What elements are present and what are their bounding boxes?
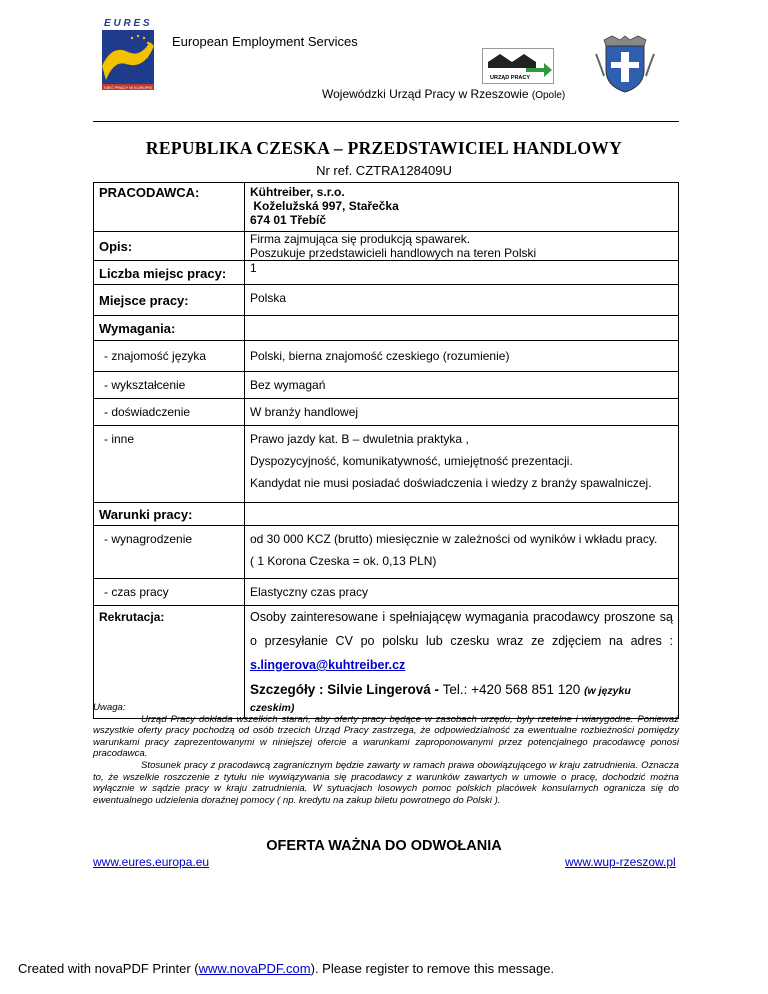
wup-name: Wojewódzki Urząd Pracy w Rzeszowie (Opole) (322, 87, 566, 101)
language-value: Polski, bierna znajomość czeskiego (rozumienie) (245, 341, 679, 372)
note-paragraph-2: Stosunek pracy z pracodawcą zagranicznym będzie zawarty w ramach prawa obowiązującego w kraju zatrudnienia. Oznacza to, że wszelkie roszczenie z tytułu nie wywiązywania się pracodawcy z warunków zawartych w umowie o pracę, dochodzić można wyłącznie w sądzie pracy w kraju zatrudnienia. W sytuacjach losowych pomoc polskich placówek konsularnych ogranicza się do ewentualnego udzielenia doraźnej pomocy ( np. kredytu na zakup biletu powrotnego do Polski ). (93, 759, 679, 806)
novapdf-link[interactable]: www.novaPDF.com (198, 961, 311, 976)
wup-website-link[interactable]: www.wup-rzeszow.pl (565, 855, 676, 869)
note-heading: Uwaga: (93, 702, 126, 713)
org-name: European Employment Services (172, 34, 358, 49)
description-value: Firma zajmująca się produkcją spawarek. Poszukuje przedstawicieli handlowych na teren Polski (245, 232, 679, 261)
education-value: Bez wymagań (245, 372, 679, 399)
svg-text:SIEĆ PRACY W EUROPIE: SIEĆ PRACY W EUROPIE (104, 85, 153, 90)
offer-table (93, 182, 679, 719)
other-value: Prawo jazdy kat. B – dwuletnia praktyka , Dyspozycyjność, komunikatywność, umiejętność prezentacji. Kandydat nie musi posiadać doświadczenia i wiedzy z branży spawalniczej. (245, 426, 679, 503)
job-count-value: 1 (245, 261, 679, 285)
employer-value: Kühtreiber, s.r.o. Koželužská 997, Stařečka 674 01 Třebíč (245, 183, 679, 232)
education-label: - wykształcenie (94, 372, 245, 399)
requirements-label: Wymagania: (94, 316, 245, 341)
eures-website-link[interactable]: www.eures.europa.eu (93, 855, 210, 869)
note-paragraph-1: Urząd Pracy dokłada wszelkich starań, aby oferty pracy będące w zasobach urzędu, były rzetelne i wiarygodne. Ponieważ wszystkie oferty pracy pochodzą od osób trzecich Urząd Pracy zastrzega, że odpowiedzialność za ewentualne rozbieżności pomiędzy warunkami pracy zaprezentowanymi w niniejszej ofercie a warunkami zaproponowanymi przez potencjalnego pracodawcę ponosi pracodawca. (93, 713, 679, 760)
work-time-value: Elastyczny czas pracy (245, 579, 679, 606)
recruitment-email-link[interactable]: s.lingerova@kuhtreiber.cz (250, 658, 406, 672)
offer-validity: OFERTA WAŻNA DO ODWOŁANIA (266, 838, 502, 854)
job-count-label: Liczba miejsc pracy: (94, 261, 245, 285)
experience-label: - doświadczenie (94, 399, 245, 426)
employer-label: PRACODAWCA: (94, 183, 245, 232)
experience-value: W branży handlowej (245, 399, 679, 426)
eures-logo (100, 16, 156, 92)
language-label: - znajomość języka (94, 341, 245, 372)
work-time-label: - czas pracy (94, 579, 245, 606)
description-label: Opis: (94, 232, 245, 261)
recruitment-value: Osoby zainteresowane i spełniającęw wymagania pracodawcy proszone są o przesyłanie CV po polsku lub czesku wraz ze zdjęciem na adres : s.lingerova@kuhtreiber.cz Szczegóły : Silvie Lingerová - Tel.: +420 568 851 120 (w języku czeskim) (245, 606, 679, 719)
wup-logo (482, 48, 554, 84)
salary-value: od 30 000 KCZ (brutto) miesięcznie w zależności od wyników i wkładu pracy. ( 1 Korona Czeska = ok. 0,13 PLN) (245, 526, 679, 579)
svg-text:URZĄD PRACY: URZĄD PRACY (490, 75, 531, 81)
workplace-value: Polska (245, 285, 679, 316)
workplace-label: Miejsce pracy: (94, 285, 245, 316)
coat-of-arms-icon (590, 34, 660, 94)
other-label: - inne (94, 426, 245, 503)
wup-city: (Opole) (531, 90, 566, 101)
pdf-printer-footer: Created with novaPDF Printer (www.novaPDF.com). Please register to remove this message. (18, 961, 555, 976)
conditions-label: Warunki pracy: (94, 503, 245, 526)
reference-number: Nr ref. CZTRA128409U (316, 163, 452, 178)
recruitment-label: Rekrutacja: (94, 606, 245, 719)
eures-logo-text: E U R E S (104, 18, 150, 29)
contact-details: Szczegóły : Silvie Lingerová - Tel.: +420 568 851 120 (w języku czeskim) (250, 682, 631, 714)
salary-label: - wynagrodzenie (94, 526, 245, 579)
page-title: REPUBLIKA CZESKA – PRZEDSTAWICIEL HANDLOWY (145, 138, 623, 158)
header-divider (93, 121, 679, 122)
disclaimer-note (93, 702, 679, 806)
